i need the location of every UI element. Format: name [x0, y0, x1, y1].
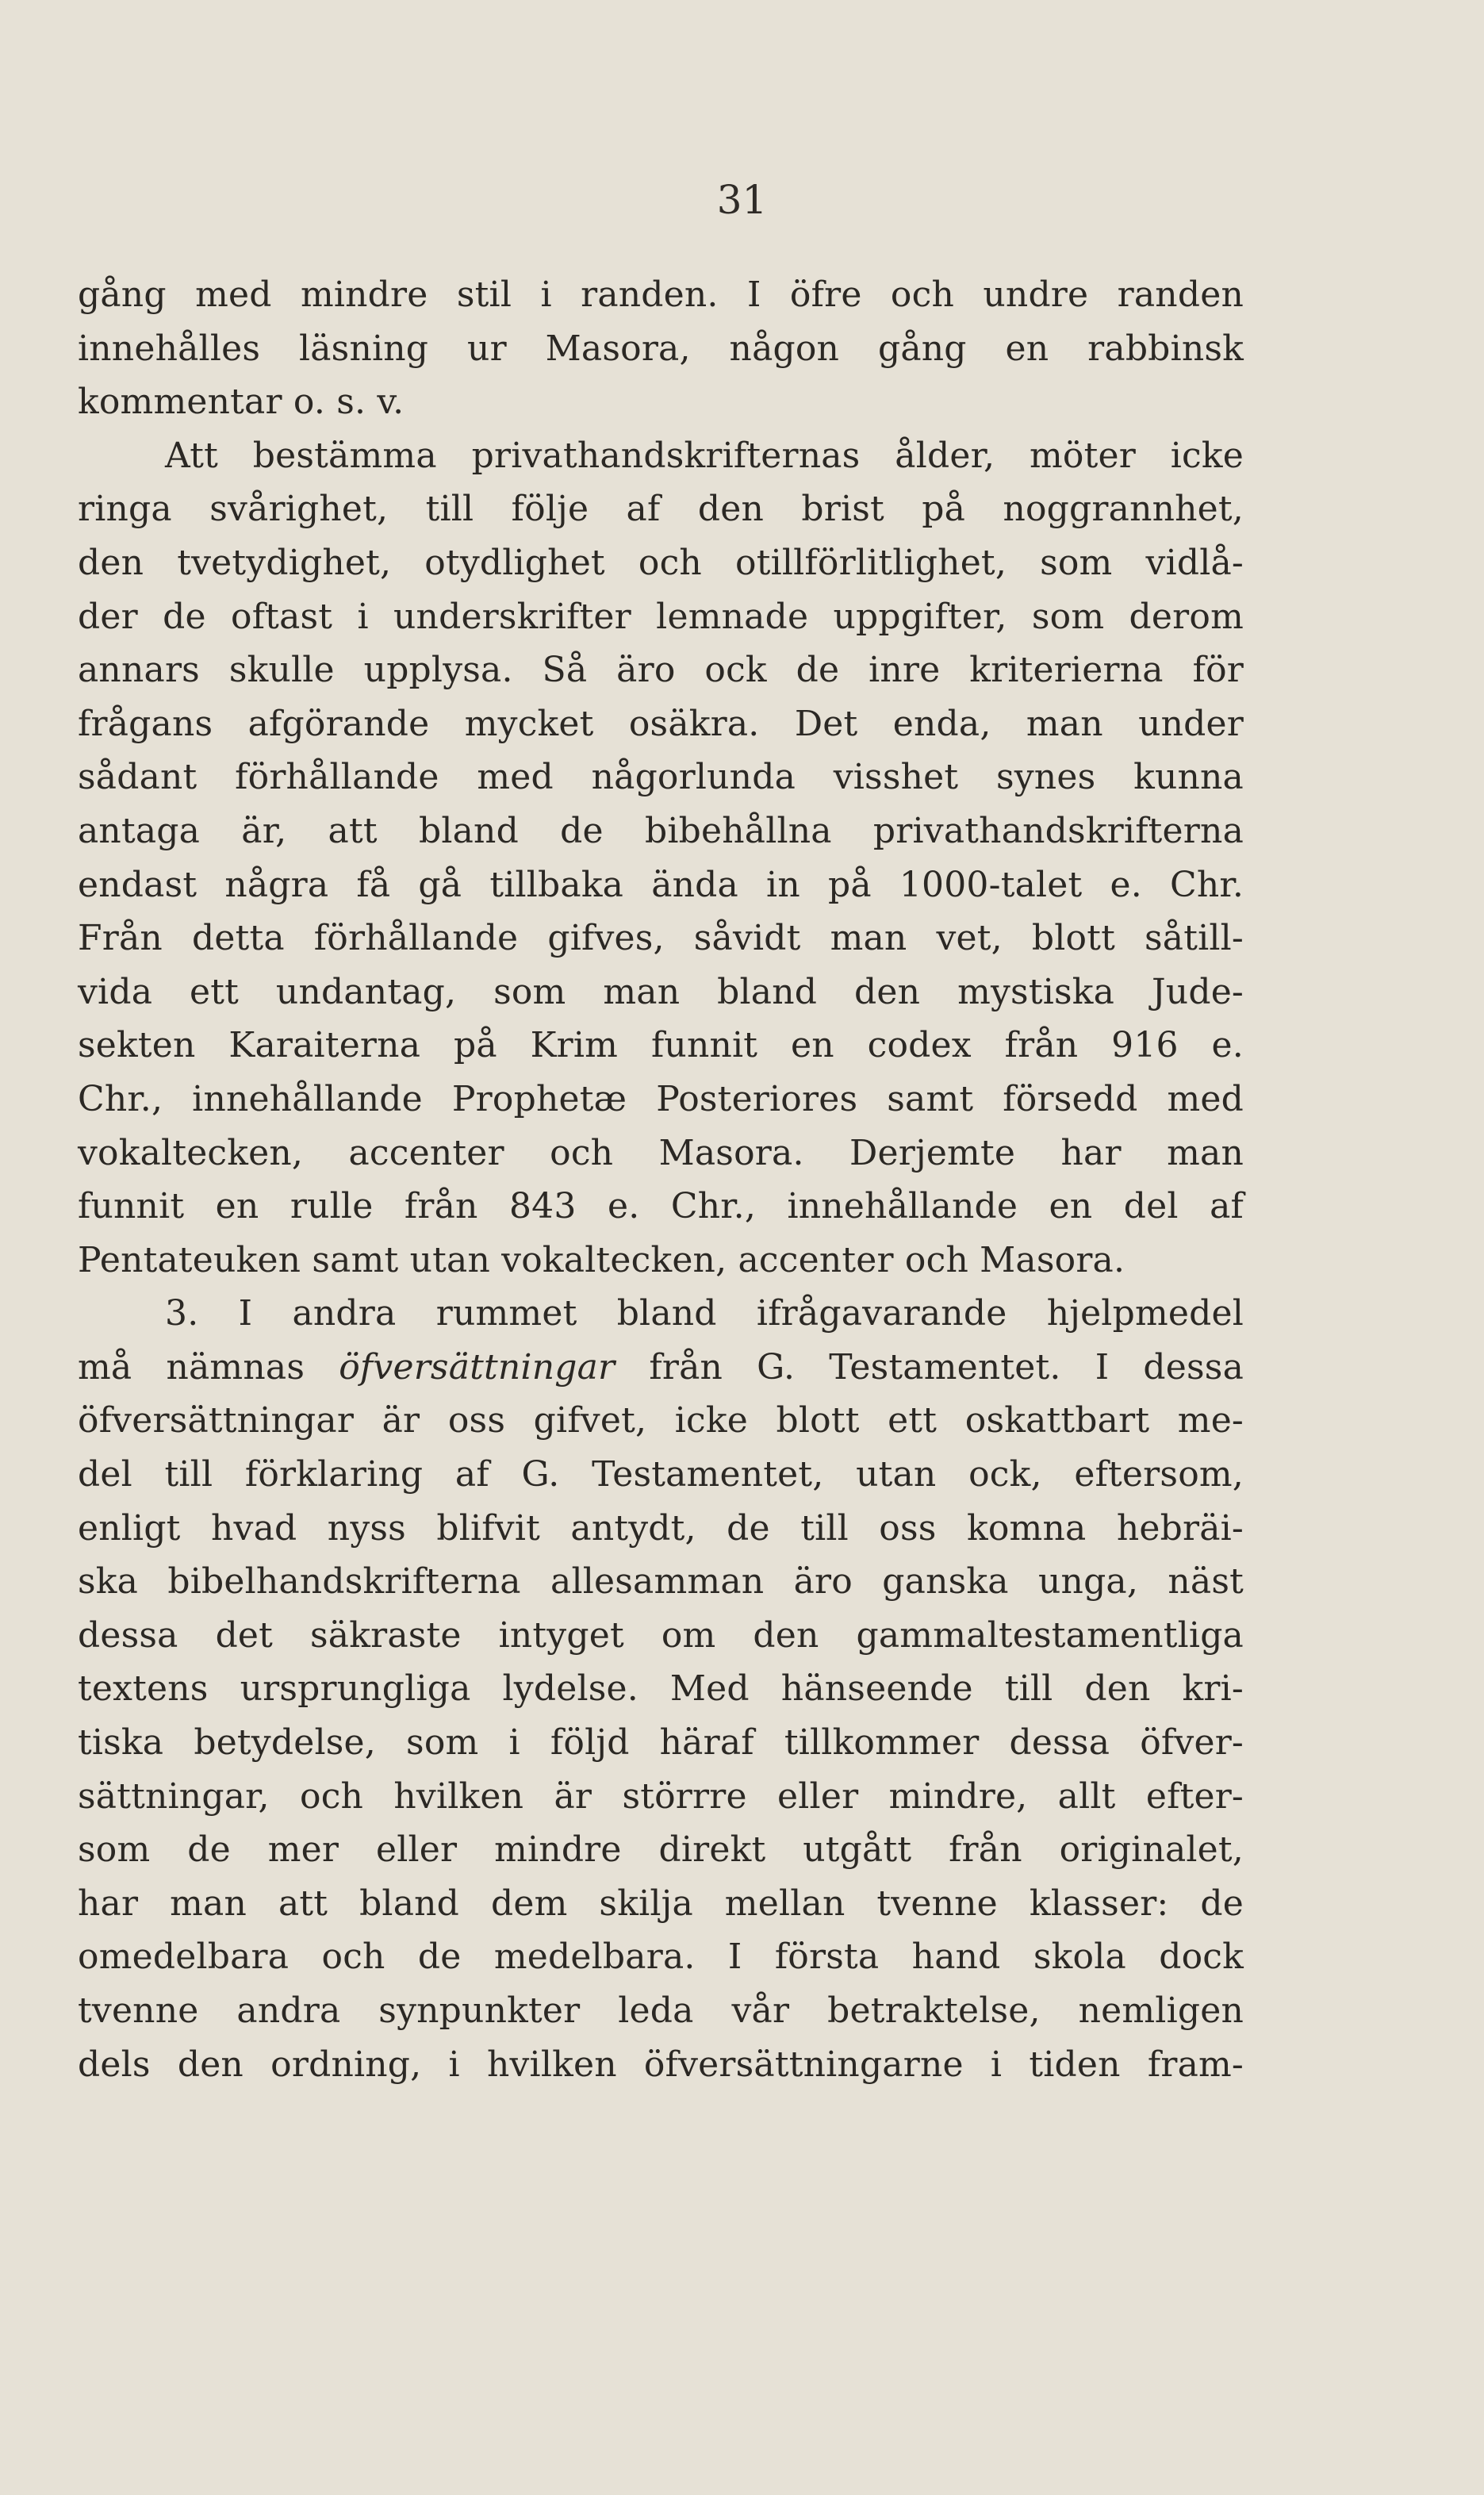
text-line: öfversättningar är oss gifvet, icke blott ett oskattbart me-: [78, 1400, 1244, 1441]
text-line: dessa det säkraste intyget om den gammaltestamentliga: [78, 1614, 1244, 1656]
text-line: endast några få gå tillbaka ända in på 1000-talet e. Chr.: [78, 864, 1244, 905]
text-line: tvenne andra synpunkter leda vår betraktelse, nemligen: [78, 1990, 1244, 2031]
text-line: sådant förhållande med någorlunda visshet synes kunna: [78, 757, 1244, 798]
text-line: gång med mindre stil i randen. I öfre och undre randen: [78, 274, 1244, 315]
text-line: frågans afgörande mycket osäkra. Det enda, man under: [78, 703, 1244, 744]
text-line: har man att bland dem skilja mellan tvenne klasser: de: [78, 1883, 1244, 1924]
text-line: antaga är, att bland de bibehållna privathandskrifterna: [78, 810, 1244, 851]
text-line: der de oftast i underskrifter lemnade uppgifter, som derom: [78, 596, 1244, 637]
text-line: sekten Karaiterna på Krim funnit en codex från 916 e.: [78, 1025, 1244, 1066]
paragraph-start-line: 3. I andra rummet bland ifrågavarande hjelpmedel: [165, 1293, 1244, 1334]
text-line: enligt hvad nyss blifvit antydt, de till oss komna hebräi-: [78, 1507, 1244, 1549]
text-line: ska bibelhandskrifterna allesamman äro ganska unga, näst: [78, 1561, 1244, 1603]
text-line: innehålles läsning ur Masora, någon gång en rabbinsk: [78, 328, 1244, 369]
text-line: Pentateuken samt utan vokaltecken, accenter och Masora.: [78, 1239, 1125, 1280]
text-line: kommentar o. s. v.: [78, 382, 405, 423]
text-line: vida ett undantag, som man bland den mystiska Jude-: [78, 971, 1244, 1012]
text-line-with-italic: [78, 1341, 1244, 1395]
body-text: [78, 268, 1244, 2091]
paragraph-start-line: Att bestämma privathandskrifternas ålder, möter icke: [165, 435, 1244, 476]
text-line: sättningar, och hvilken är störrre eller mindre, allt efter-: [78, 1775, 1244, 1817]
text-segment: må nämnas: [78, 1346, 305, 1388]
text-line: omedelbara och de medelbara. I första hand skola dock: [78, 1937, 1244, 1978]
text-line: del till förklaring af G. Testamentet, utan ock, eftersom,: [78, 1454, 1244, 1495]
italic-term: öfversättningar: [339, 1346, 615, 1388]
text-line: ringa svårighet, till följe af den brist på noggrannhet,: [78, 489, 1244, 530]
text-line: funnit en rulle från 843 e. Chr., innehållande en del af: [78, 1186, 1244, 1227]
page-number: 31: [716, 177, 768, 223]
text-line: den tvetydighet, otydlighet och otillförlitlighet, som vidlå-: [78, 542, 1244, 583]
text-segment: från G. Testamentet. I dessa: [649, 1346, 1244, 1388]
text-line: vokaltecken, accenter och Masora. Derjemte har man: [78, 1132, 1244, 1173]
text-line: dels den ordning, i hvilken öfversättningarne i tiden fram-: [78, 2044, 1244, 2085]
text-line: Från detta förhållande gifves, såvidt man vet, blott såtill-: [78, 918, 1244, 959]
text-line: som de mer eller mindre direkt utgått från originalet,: [78, 1829, 1244, 1871]
text-line: annars skulle upplysa. Så äro ock de inre kriterierna för: [78, 650, 1244, 691]
text-line: Chr., innehållande Prophetæ Posteriores samt försedd med: [78, 1078, 1244, 1119]
text-line: textens ursprungliga lydelse. Med hänseende till den kri-: [78, 1668, 1244, 1710]
text-line: tiska betydelse, som i följd häraf tillkommer dessa öfver-: [78, 1722, 1244, 1764]
